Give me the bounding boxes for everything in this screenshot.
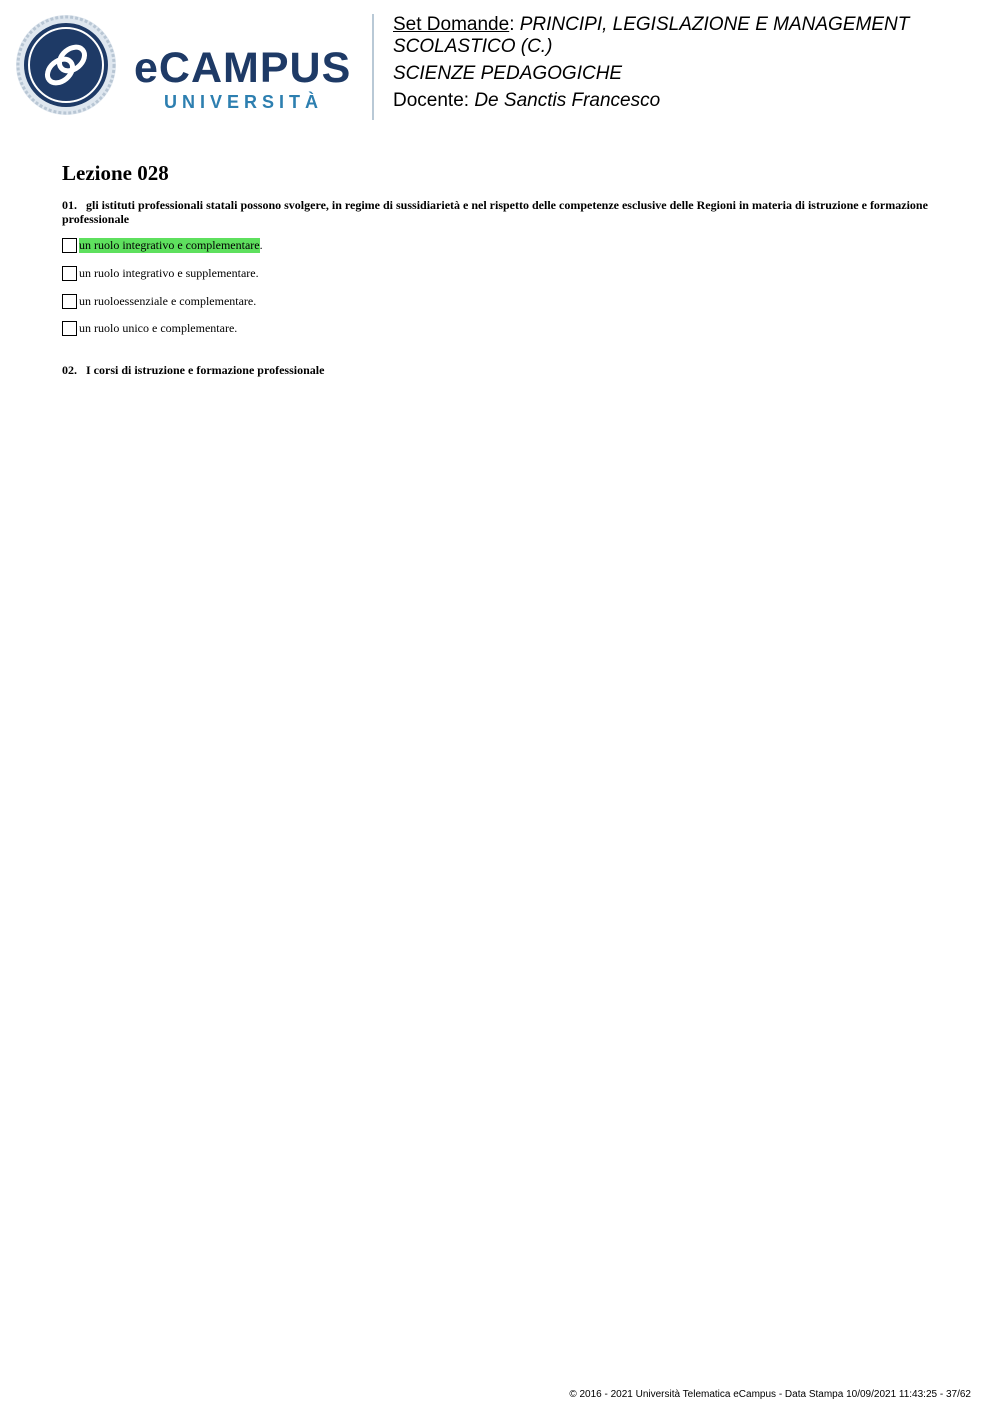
question-number: 01.	[62, 198, 77, 212]
ecampus-logo	[14, 14, 359, 118]
answer-option-3[interactable]	[62, 293, 256, 309]
header-divider	[372, 14, 374, 120]
question-text: I corsi di istruzione e formazione professionale	[86, 363, 325, 377]
set-label: Set Domande	[393, 14, 510, 35]
teacher-name: De Sanctis Francesco	[474, 90, 661, 111]
course-name	[393, 63, 983, 85]
set-title-line1: PRINCIPI, LEGISLAZIONE E MANAGEMENT	[519, 14, 910, 35]
teacher-line	[393, 90, 983, 112]
question-01	[62, 198, 932, 226]
logo-subtitle: UNIVERSITÀ	[164, 92, 324, 112]
set-separator: :	[509, 14, 515, 35]
course-label: SCIENZE PEDAGOGICHE	[393, 63, 623, 84]
teacher-label: Docente:	[393, 90, 475, 111]
answer-text: un ruoloessenziale e complementare.	[79, 293, 257, 308]
question-number: 02.	[62, 363, 77, 377]
page-footer: © 2016 - 2021 Università Telematica eCampus - Data Stampa 10/09/2021 11:43:25 - 37/62	[569, 1389, 971, 1400]
answer-option-4[interactable]	[62, 320, 237, 336]
answer-suffix: .	[259, 237, 263, 252]
ecampus-seal-icon	[14, 14, 359, 118]
answer-option-1[interactable]	[62, 237, 263, 253]
answer-text: un ruolo unico e complementare.	[79, 320, 238, 335]
answer-checkbox[interactable]	[62, 294, 77, 309]
set-title-line2: SCOLASTICO (C.)	[393, 36, 553, 57]
answer-checkbox[interactable]	[62, 238, 77, 253]
answer-checkbox[interactable]	[62, 266, 77, 281]
answer-text-correct: un ruolo integrativo e complementare	[79, 237, 260, 252]
question-02	[62, 363, 932, 377]
lesson-title: Lezione 028	[62, 161, 169, 185]
answer-checkbox[interactable]	[62, 321, 77, 336]
question-text: gli istituti professionali statali possono svolgere, in regime di sussidiarietà e nel rispetto delle competenze esclusive delle Regioni in materia di istruzione e formazione professionale	[62, 198, 928, 226]
logo-wordmark: eCAMPUS	[134, 44, 352, 92]
set-title	[393, 14, 983, 58]
document-header	[393, 14, 983, 117]
answer-option-2[interactable]	[62, 265, 259, 281]
answer-text: un ruolo integrativo e supplementare.	[79, 265, 259, 280]
